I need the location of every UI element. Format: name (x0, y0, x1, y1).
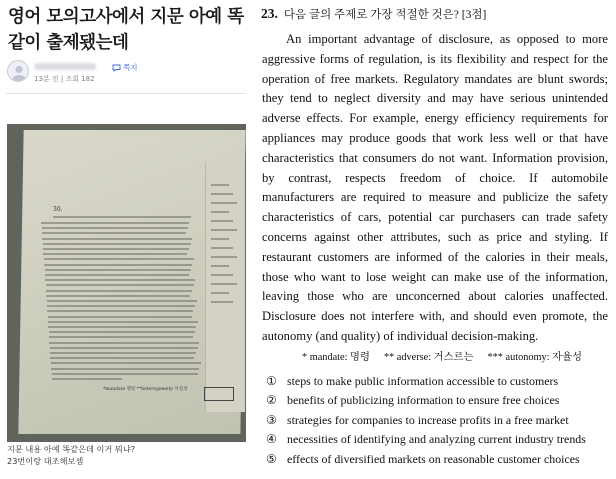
choice-1[interactable] (266, 372, 612, 391)
photo-text-line (42, 227, 188, 229)
choice-mark: ③ (266, 412, 277, 427)
vocabulary-notes (302, 348, 582, 363)
chat-icon (112, 64, 121, 72)
post-meta: 13분 전 | 조회 182 (34, 75, 95, 83)
choice-text: necessities of identifying and analyzing current industry trends (287, 432, 586, 447)
caption-line-1: 지문 내용 아예 똑같은데 이거 뭐냐? (7, 444, 136, 454)
choice-mark: ⑤ (266, 451, 277, 466)
choice-text: strategies for companies to increase profits in a free market (287, 412, 569, 427)
choice-text: benefits of publicizing information to ensure free choices (287, 393, 560, 408)
photo-text-line (211, 256, 237, 258)
photo-text-line (211, 184, 229, 186)
photo-text-line (51, 362, 201, 364)
choice-text: steps to make public information accessible to customers (287, 374, 559, 388)
photo-text-line (51, 368, 199, 370)
photo-text-line (211, 220, 233, 222)
choice-mark: ① (266, 374, 277, 388)
photo-text-line (43, 243, 191, 245)
photo-question-number: 30. (53, 206, 63, 213)
photo-text-line (53, 216, 191, 218)
photo-text-line (50, 357, 194, 359)
photo-text-line (47, 310, 193, 312)
photo-text-line (49, 336, 193, 338)
choice-2[interactable] (266, 391, 612, 410)
caption-line-2: 23번이랑 대조해보셈 (7, 456, 84, 466)
photo-text-line (211, 247, 233, 249)
exam-paper-photo[interactable] (7, 124, 246, 442)
photo-text-line (45, 269, 191, 271)
message-button[interactable] (112, 62, 138, 73)
choice-3[interactable] (266, 411, 612, 430)
community-post (0, 0, 252, 479)
photo-text-line (211, 292, 229, 294)
message-label: 쪽지 (123, 63, 138, 72)
question-prompt: 다음 글의 주제로 가장 적절한 것은? [3점] (283, 9, 487, 21)
vocab-note: ** adverse: 거스르는 (383, 352, 474, 363)
choice-mark: ④ (266, 432, 277, 447)
photo-text-line (46, 284, 194, 286)
photo-text-line (52, 373, 198, 375)
answer-choices (266, 372, 612, 469)
user-icon (8, 61, 29, 82)
vocab-note: *** autonomy: 자율성 (487, 352, 582, 363)
question-number: 23. (261, 6, 278, 21)
photo-text-line (50, 347, 198, 349)
photo-text-line (49, 342, 199, 344)
photo-text-line (211, 283, 237, 285)
photo-text-line (50, 352, 196, 354)
photo-text-line (41, 222, 189, 224)
vocab-note: * mandate: 명령 (302, 352, 370, 363)
photo-text-line (52, 378, 122, 380)
passage: An important advantage of disclosure, as opposed to more aggressive forms of regulation, is its flexibility and respect for the operation of free markets. Regulatory mandates are blunt swords; they tend to neglect diversity and may have serious unintended adverse effects. For example, energy efficiency requirements for appliances may produce goods that work less well or that have characteristics that consumers do not want. Information provision, by contrast, respects freedom of choice. If automobile manufacturers are required to measure and publicize the safety characteristics of cars, potential car purchasers can trade safety concerns against other attributes, such as price and styling. If restaurant customers are informed of the calories in their meals, those who want to lose weight can make use of the information, leaving those who are unconcerned about calories unaffected. Disclosure does not interfere with, and should even promote, the autonomy (and quality) of individual decision-making. (262, 32, 608, 343)
photo-text-line (48, 316, 192, 318)
photo-text-line (211, 193, 233, 195)
photo-text-line (47, 300, 197, 302)
choice-4[interactable] (266, 430, 612, 449)
photo-text-line (45, 274, 189, 276)
photo-text-line (48, 326, 196, 328)
photo-text-line (48, 321, 198, 323)
paper-adjacent-page (205, 162, 245, 412)
photo-text-line (44, 258, 194, 260)
photo-text-line (211, 274, 233, 276)
photo-text-line (43, 253, 187, 255)
photo-text-line (211, 301, 233, 303)
choice-mark: ② (266, 393, 277, 408)
author-name-blurred (34, 63, 96, 70)
photo-answer-box (204, 387, 234, 401)
divider (6, 93, 246, 94)
exam-question (254, 0, 616, 479)
photo-text-line (211, 211, 229, 213)
post-title: 영어 모의고사에서 지문 아예 똑같이 출제됐는데 (8, 7, 244, 53)
photo-text-line (47, 305, 195, 307)
photo-text-line (45, 279, 195, 281)
photo-text-line (42, 232, 186, 234)
photo-text-line (211, 238, 229, 240)
photo-text-line (211, 202, 237, 204)
choice-text: effects of diversified markets on reasonable customer choices (287, 451, 580, 466)
photo-text-line (44, 264, 192, 266)
photo-text-line (211, 265, 229, 267)
question-header (261, 6, 486, 22)
photo-footnote: *mandate 명령 **heterogeneity 이질성 (103, 387, 188, 392)
photo-text-line (211, 229, 237, 231)
choice-5[interactable] (266, 450, 612, 469)
photo-text-line (42, 238, 192, 240)
photo-text-line (49, 331, 195, 333)
photo-text-line (46, 295, 190, 297)
avatar[interactable] (7, 60, 29, 82)
photo-text-line (46, 290, 192, 292)
photo-text-line (43, 248, 189, 250)
